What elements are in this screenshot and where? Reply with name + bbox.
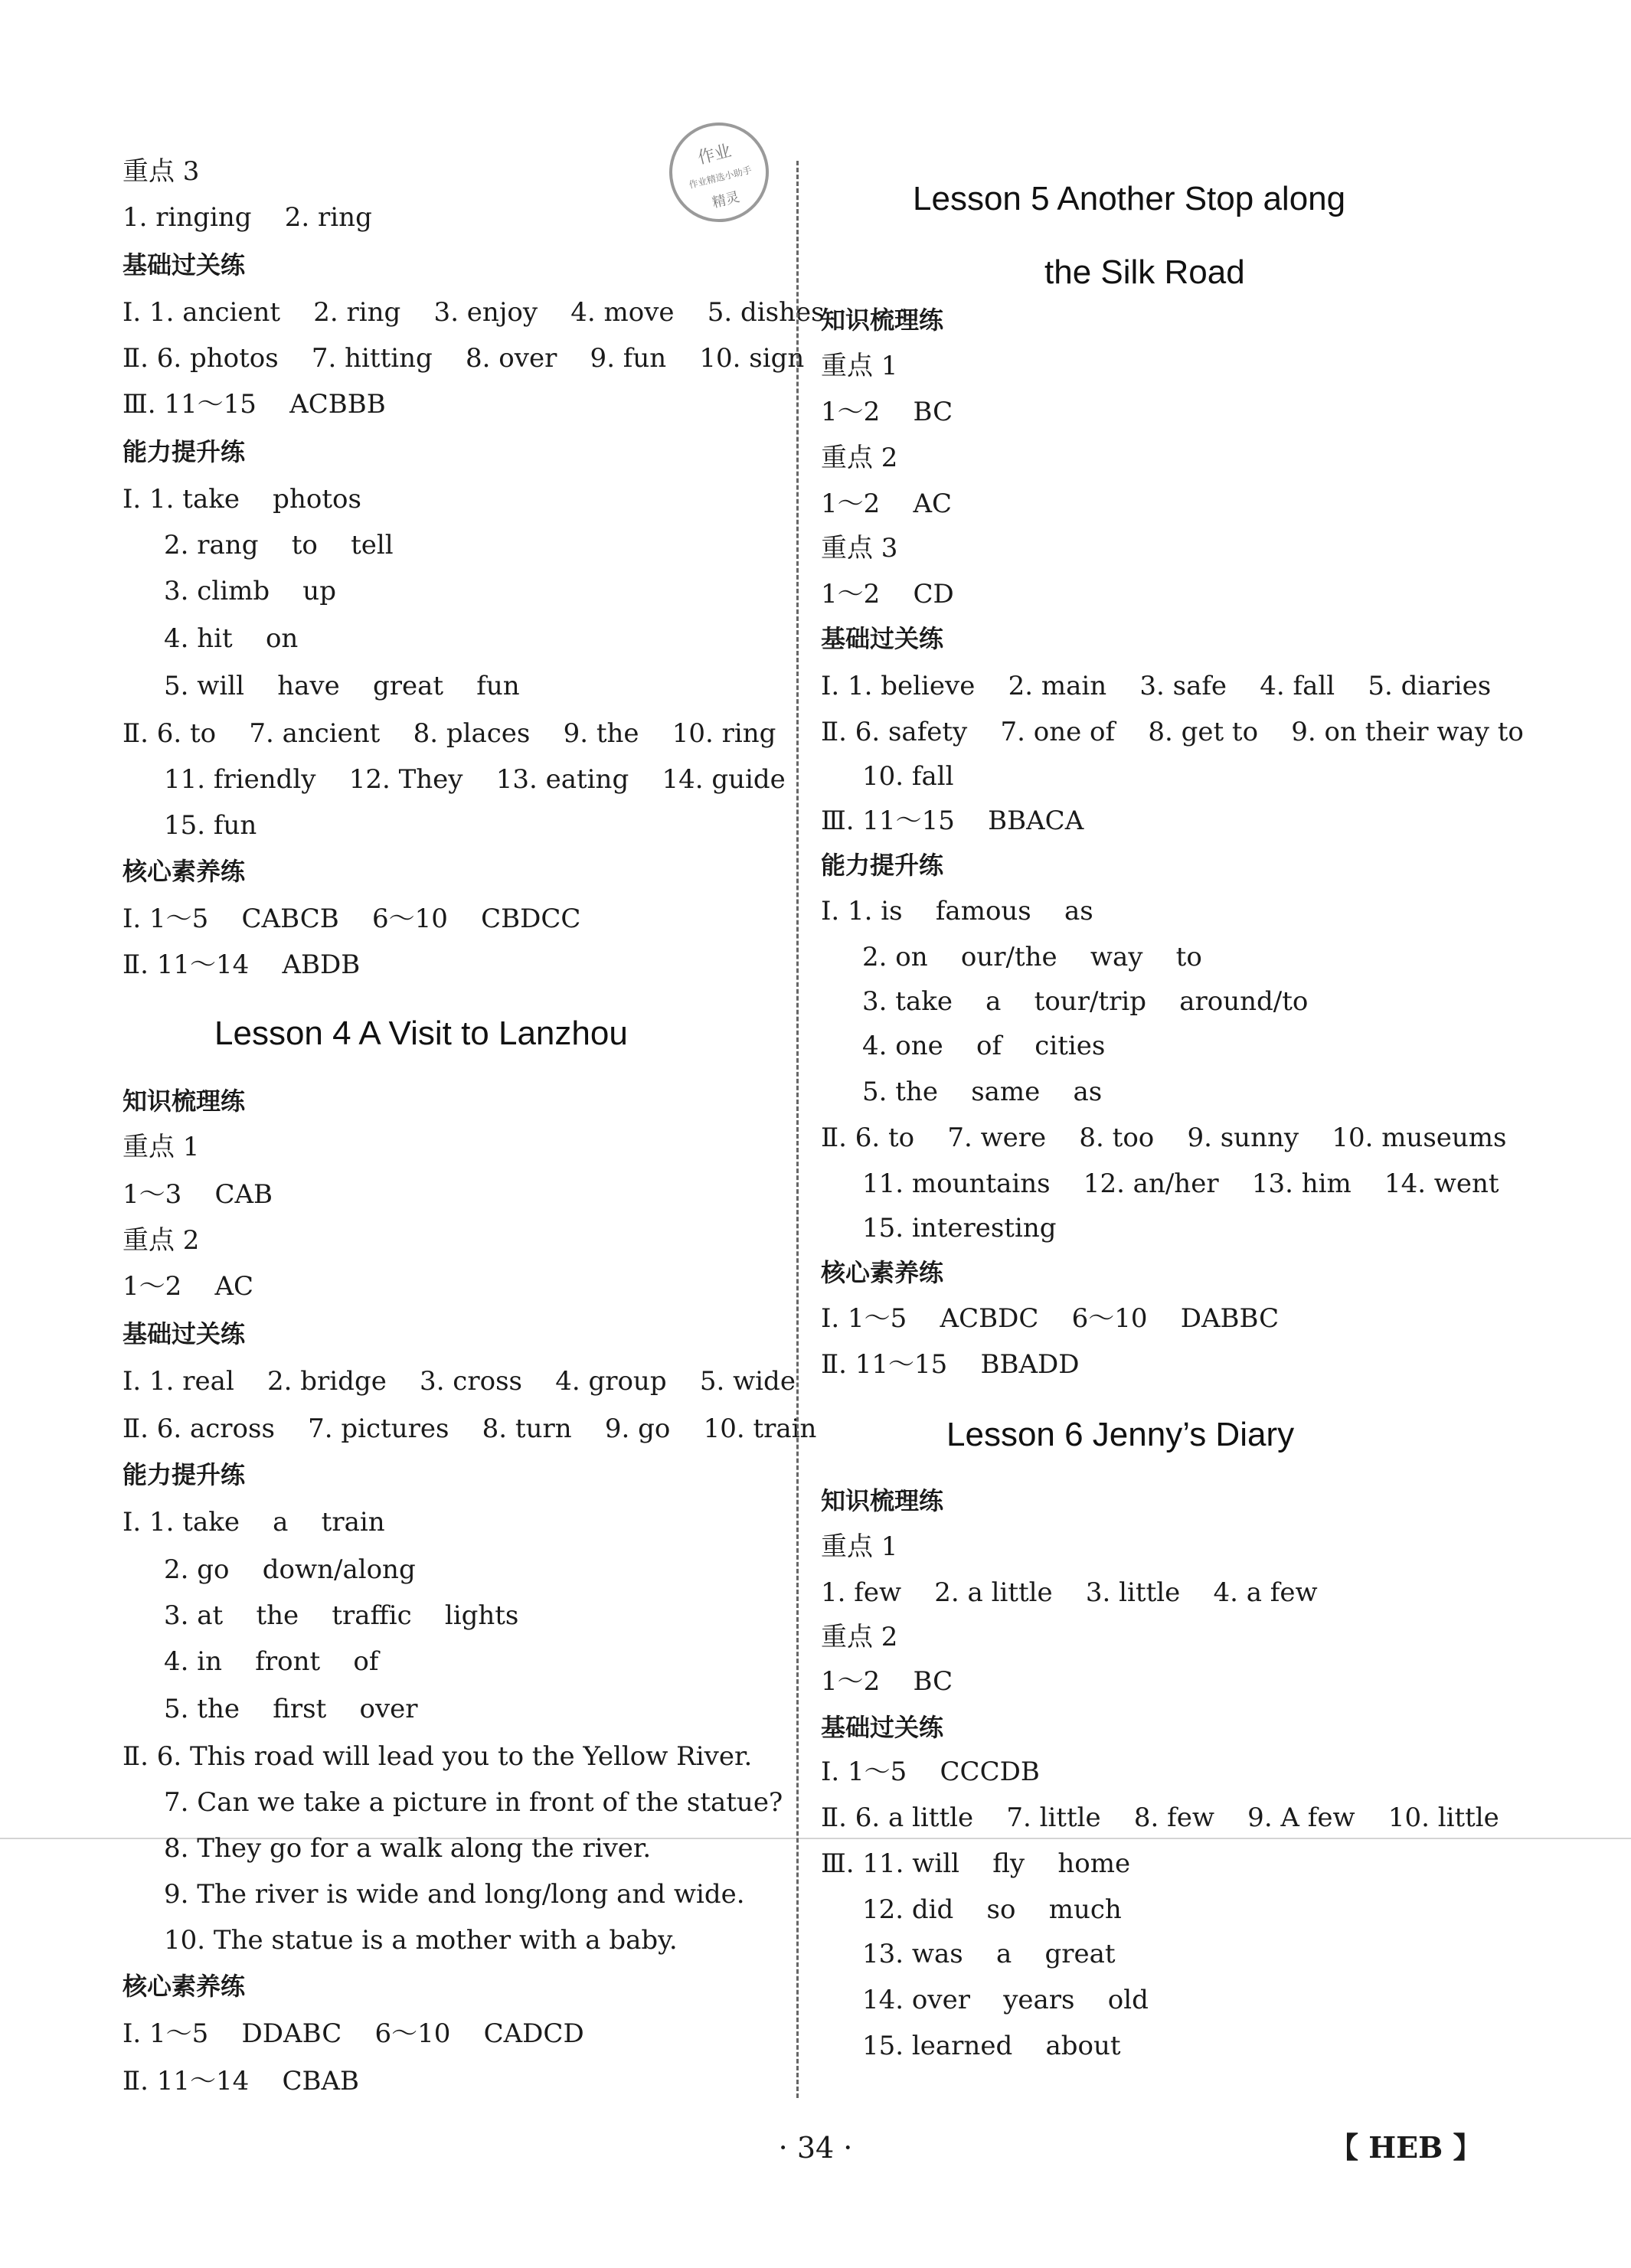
answer-line: Ⅰ. 1. take a train <box>123 1507 385 1538</box>
answer-line: 3. at the traffic lights <box>123 1600 519 1631</box>
section-heading: 知识梳理练 <box>821 306 944 335</box>
lesson6-title: Lesson 6 Jenny’s Diary <box>946 1416 1295 1453</box>
answer-line: Ⅱ. 11～15 BBADD <box>821 1349 1080 1380</box>
stamp-top-text: 作业 <box>695 141 734 168</box>
stamp-middle-text: 作业精选小助手 <box>688 164 753 191</box>
lesson5-title-cont: the Silk Road <box>1044 253 1245 291</box>
series-tag: 【 HEB 】 <box>1329 2130 1482 2165</box>
answer-line: Ⅰ. 1. ancient 2. ring 3. enjoy 4. move 5. dishes <box>123 297 825 328</box>
answer-line: Ⅱ. 6. This road will lead you to the Yellow River. <box>123 1741 753 1772</box>
answer-line: 10. The statue is a mother with a baby. <box>123 1925 678 1956</box>
answer-line: 1～2 AC <box>821 489 953 519</box>
answer-line: 重点 2 <box>821 1622 898 1652</box>
section-heading: 核心素养练 <box>123 857 246 886</box>
answer-line: 1～2 AC <box>123 1271 254 1302</box>
answer-line: Ⅰ. 1～5 DDABC 6～10 CADCD <box>123 2018 584 2049</box>
answer-line: 2. rang to tell <box>123 530 394 560</box>
answer-line: 15. fun <box>123 810 257 841</box>
section-heading: 核心素养练 <box>123 1972 246 2001</box>
answer-line: 1～2 BC <box>821 397 953 427</box>
lesson4-title: Lesson 4 A Visit to Lanzhou <box>214 1015 628 1052</box>
answer-line: 重点 3 <box>123 156 200 187</box>
answer-line: 1～2 CD <box>821 579 954 609</box>
section-heading: 知识梳理练 <box>123 1087 246 1116</box>
answer-line: 重点 3 <box>821 533 898 564</box>
answer-line: 11. friendly 12. They 13. eating 14. guide <box>123 764 786 795</box>
answer-line: 4. hit on <box>123 623 299 654</box>
answer-line: Ⅱ. 6. to 7. were 8. too 9. sunny 10. museums <box>821 1123 1507 1153</box>
answer-line: Ⅰ. 1. real 2. bridge 3. cross 4. group 5. wide <box>123 1366 796 1397</box>
answer-line: 重点 2 <box>821 443 898 473</box>
answer-line: 4. one of cities <box>821 1031 1106 1061</box>
answer-line: 14. over years old <box>821 1985 1149 2015</box>
answer-line: 15. interesting <box>821 1213 1057 1243</box>
answer-line: 1. ringing 2. ring <box>123 202 372 233</box>
answer-line: 1～2 BC <box>821 1666 953 1697</box>
answer-line: 15. learned about <box>821 2031 1121 2061</box>
section-heading: 能力提升练 <box>821 851 944 880</box>
answer-line: 11. mountains 12. an/her 13. him 14. went <box>821 1168 1499 1199</box>
section-heading: 基础过关练 <box>821 624 944 653</box>
section-heading: 能力提升练 <box>123 1460 246 1489</box>
answer-line: 5. will have great fun <box>123 671 520 701</box>
answer-line: Ⅱ. 11～14 CBAB <box>123 2066 360 2096</box>
answer-line: 12. did so much <box>821 1894 1122 1925</box>
stamp-seal <box>659 112 780 233</box>
answer-line: 4. in front of <box>123 1646 379 1677</box>
answer-line: Ⅲ. 11. will fly home <box>821 1848 1131 1879</box>
answer-line: 2. go down/along <box>123 1554 416 1585</box>
section-heading: 基础过关练 <box>123 250 246 279</box>
answer-line: 1. few 2. a little 3. little 4. a few <box>821 1577 1318 1608</box>
answer-line: 2. on our/the way to <box>821 942 1202 972</box>
answer-line: 重点 1 <box>821 351 898 381</box>
lesson5-title: Lesson 5 Another Stop along <box>913 180 1346 217</box>
answer-line: Ⅲ. 11～15 ACBBB <box>123 389 386 420</box>
answer-line: Ⅰ. 1～5 CABCB 6～10 CBDCC <box>123 904 581 934</box>
section-heading: 知识梳理练 <box>821 1486 944 1515</box>
answer-line: 9. The river is wide and long/long and wide. <box>123 1879 745 1910</box>
section-heading: 基础过关练 <box>821 1713 944 1742</box>
answer-line: 13. was a great <box>821 1939 1116 1969</box>
answer-line: Ⅲ. 11～15 BBACA <box>821 806 1084 836</box>
answer-line: Ⅱ. 11～14 ABDB <box>123 949 361 980</box>
answer-line: 10. fall <box>821 761 954 792</box>
answer-line: 3. climb up <box>123 576 336 606</box>
section-heading: 核心素养练 <box>821 1258 944 1287</box>
answer-line: 5. the same as <box>821 1077 1103 1107</box>
column-divider <box>796 161 799 2098</box>
answer-line: Ⅰ. 1～5 CCCDB <box>821 1757 1040 1787</box>
answer-line: 3. take a tour/trip around/to <box>821 986 1309 1017</box>
answer-line: Ⅰ. 1. believe 2. main 3. safe 4. fall 5. diaries <box>821 671 1492 701</box>
answer-line: 重点 2 <box>123 1225 200 1256</box>
answer-line: Ⅰ. 1. is famous as <box>821 896 1093 926</box>
answer-line: Ⅱ. 6. to 7. ancient 8. places 9. the 10. ring <box>123 718 776 749</box>
answer-line: 7. Can we take a picture in front of the statue? <box>123 1787 783 1818</box>
answer-line: 重点 1 <box>821 1531 898 1562</box>
answer-line: Ⅰ. 1. take photos <box>123 484 361 515</box>
stamp-bottom-text: 精灵 <box>711 188 742 211</box>
answer-line: 5. the first over <box>123 1694 418 1724</box>
answer-line: 8. They go for a walk along the river. <box>123 1833 652 1864</box>
section-heading: 基础过关练 <box>123 1319 246 1348</box>
page-number: · 34 · <box>778 2131 853 2165</box>
answer-line: Ⅱ. 6. a little 7. little 8. few 9. A few 10. little <box>821 1802 1499 1833</box>
answer-line: Ⅱ. 6. photos 7. hitting 8. over 9. fun 10. sign <box>123 343 805 374</box>
answer-line: 1～3 CAB <box>123 1179 273 1210</box>
answer-line: 重点 1 <box>123 1132 200 1162</box>
section-heading: 能力提升练 <box>123 437 246 466</box>
answer-line: Ⅱ. 6. safety 7. one of 8. get to 9. on their way to <box>821 717 1524 747</box>
answer-line: Ⅰ. 1～5 ACBDC 6～10 DABBC <box>821 1303 1280 1334</box>
answer-line: Ⅱ. 6. across 7. pictures 8. turn 9. go 10. train <box>123 1413 817 1444</box>
